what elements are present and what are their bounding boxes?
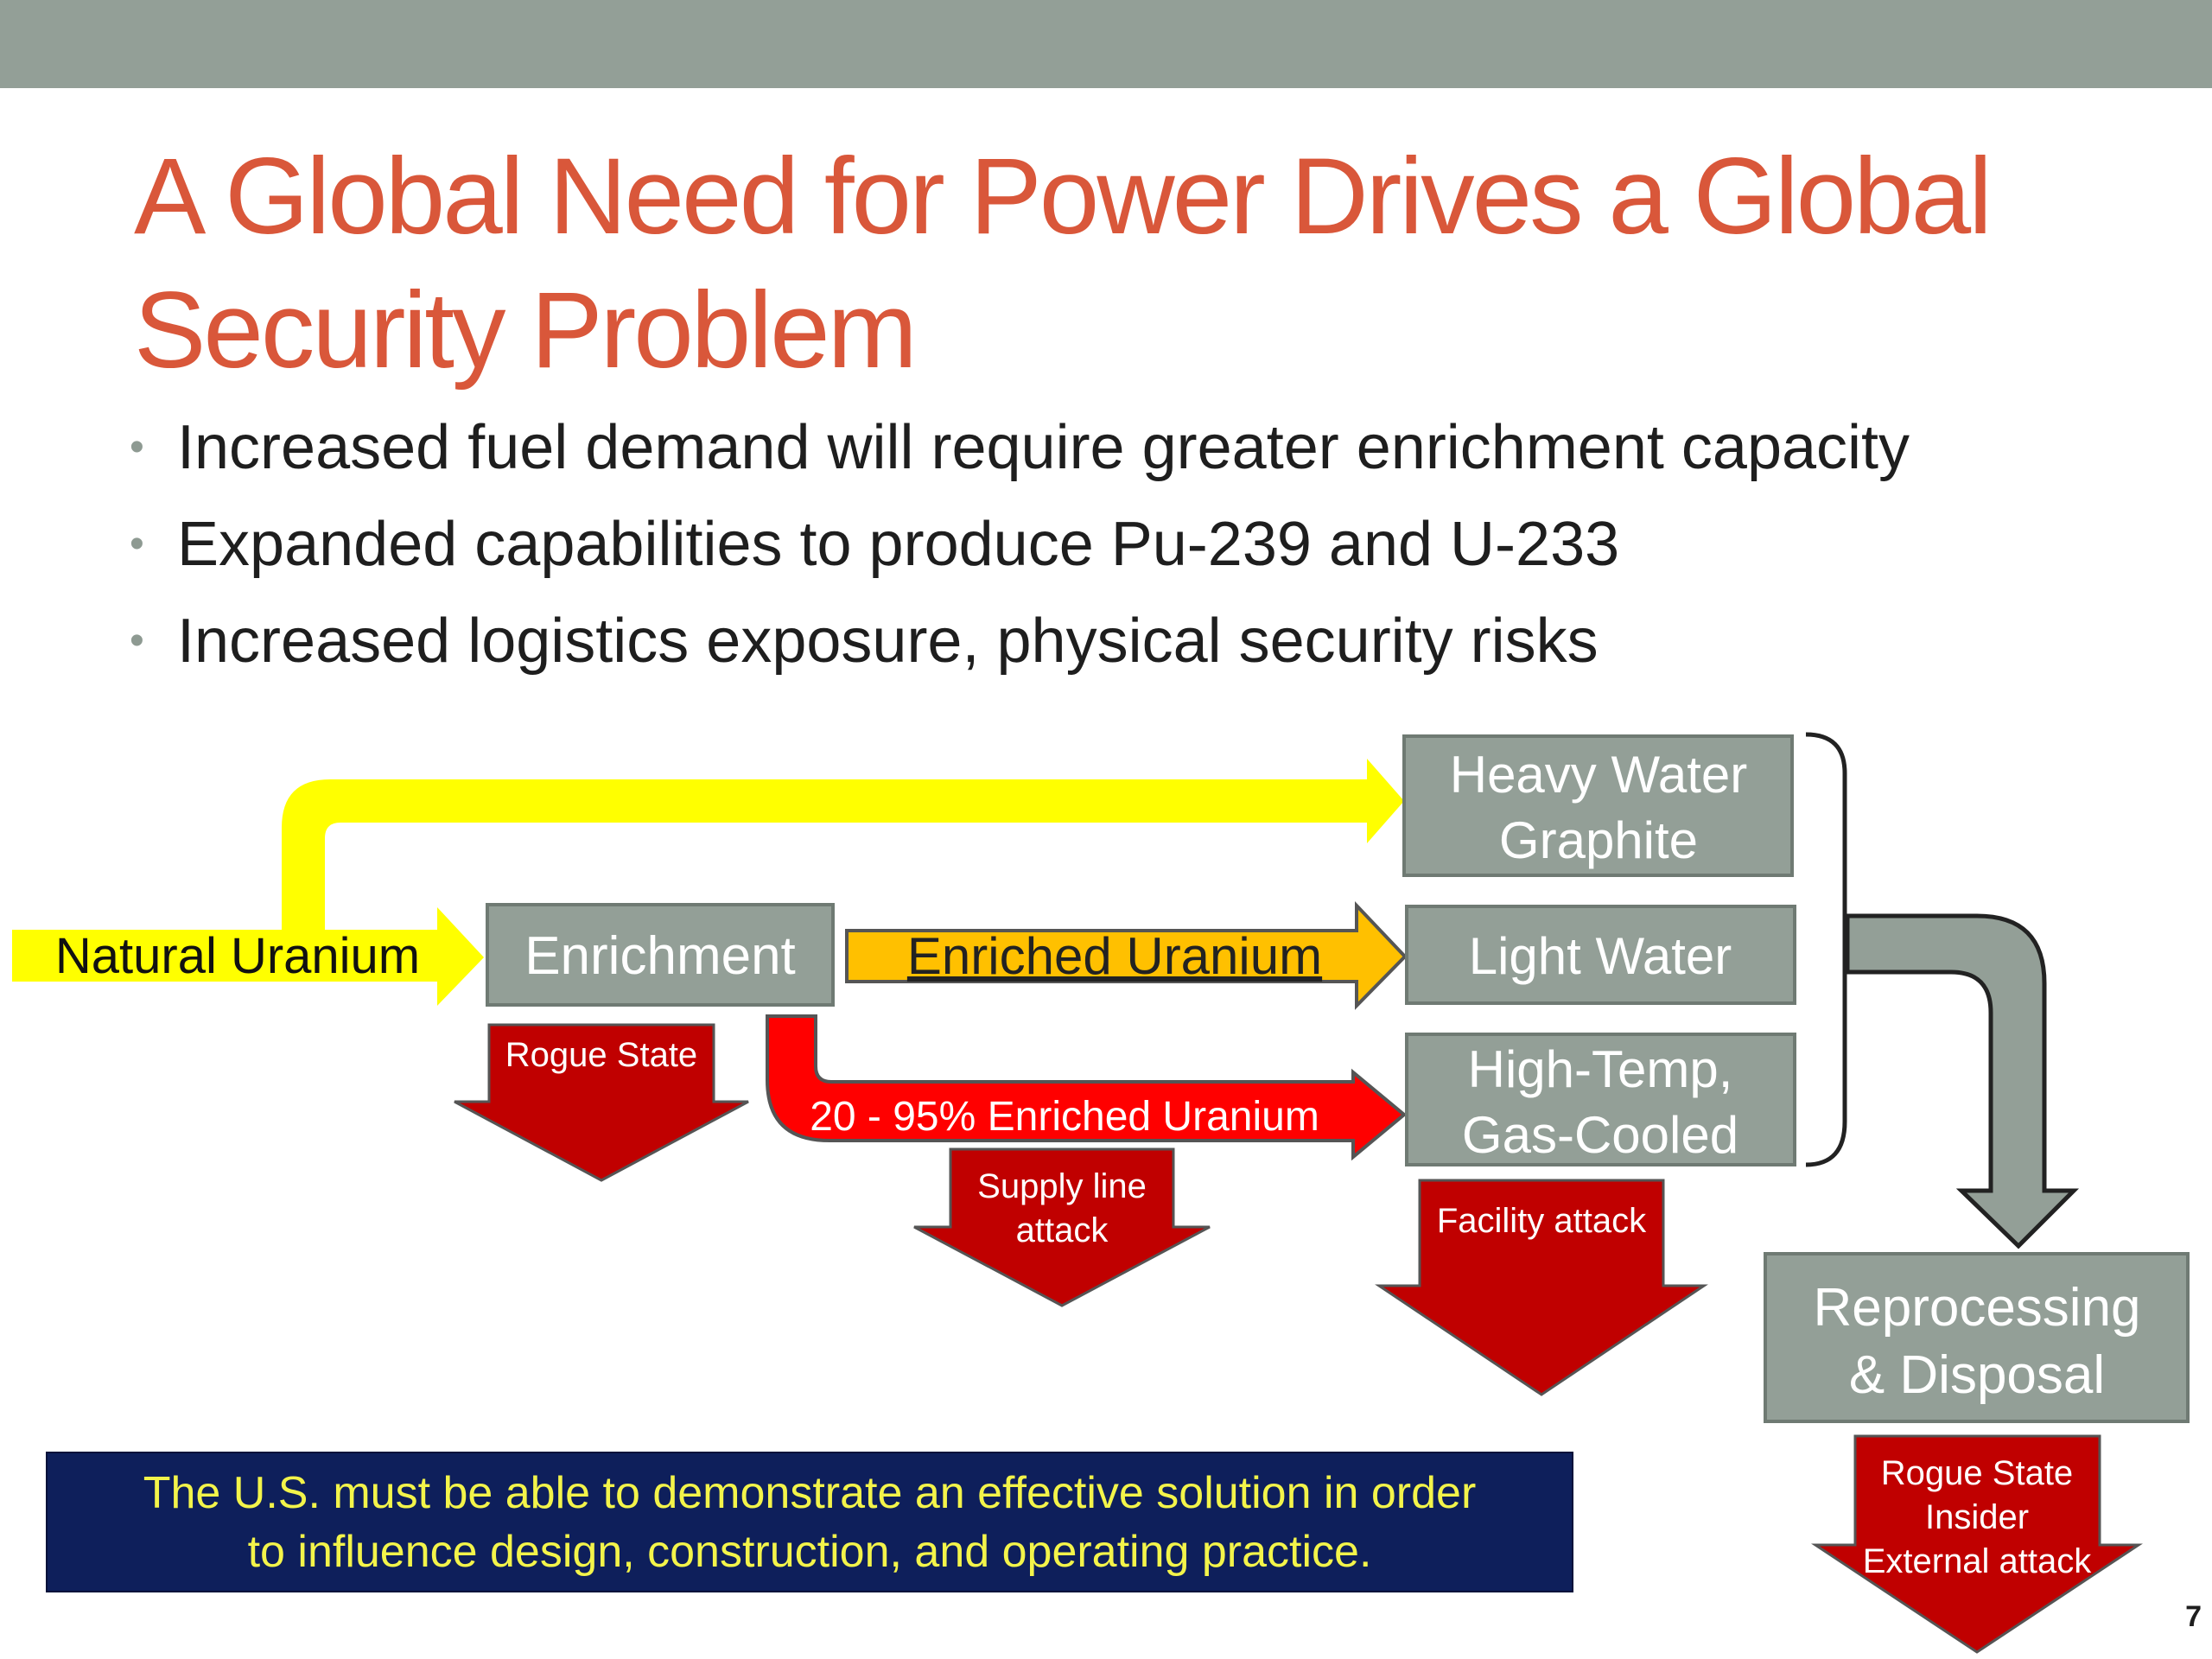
bullet-item: • Increased fuel demand will require greater enrichment capacity bbox=[130, 399, 1910, 496]
reactor-group-bracket bbox=[1806, 734, 1845, 1165]
enriched-uranium-label: Enriched Uranium bbox=[906, 927, 1323, 985]
supply-line-label: Supply line bbox=[977, 1167, 1147, 1205]
back-end-rogue-state-label: Rogue State bbox=[1880, 1454, 2074, 1492]
light-water-label: Light Water bbox=[1468, 927, 1732, 985]
slide-title: A Global Need for Power Drives a Global Security Problem bbox=[134, 137, 1990, 391]
callout-box: The U.S. must be able to demonstrate an effective solution in order to influence design, construction, and operating practice. bbox=[46, 1452, 1573, 1592]
bullet-item: • Expanded capabilities to produce Pu-239 and U-233 bbox=[130, 496, 1910, 593]
heavy-water-label: Heavy Water bbox=[1449, 746, 1748, 804]
back-end-insider-label: Insider bbox=[1924, 1498, 2030, 1536]
supply-line-attack-label: attack bbox=[1015, 1211, 1109, 1249]
reprocessing-label: Reprocessing bbox=[1813, 1278, 2141, 1338]
page-number: 7 bbox=[2185, 1600, 2202, 1633]
natural-uranium-branch-arrow bbox=[282, 759, 1404, 930]
back-end-external-label: External attack bbox=[1862, 1542, 2092, 1580]
heu-label: 20 - 95% Enriched Uranium bbox=[810, 1094, 1319, 1140]
bullet-item: • Increased logistics exposure, physical security risks bbox=[130, 593, 1910, 690]
rogue-state-label: Rogue State bbox=[505, 1036, 698, 1074]
graphite-label: Graphite bbox=[1498, 811, 1699, 869]
high-temp-label: High-Temp, bbox=[1467, 1040, 1733, 1098]
gas-cooled-label: Gas-Cooled bbox=[1461, 1106, 1739, 1164]
facility-attack-label: Facility attack bbox=[1436, 1202, 1647, 1240]
enrichment-label: Enrichment bbox=[524, 926, 796, 986]
natural-uranium-label: Natural Uranium bbox=[54, 928, 421, 984]
disposal-label: & Disposal bbox=[1848, 1345, 2106, 1405]
to-reprocessing-arrow bbox=[1847, 916, 2074, 1246]
